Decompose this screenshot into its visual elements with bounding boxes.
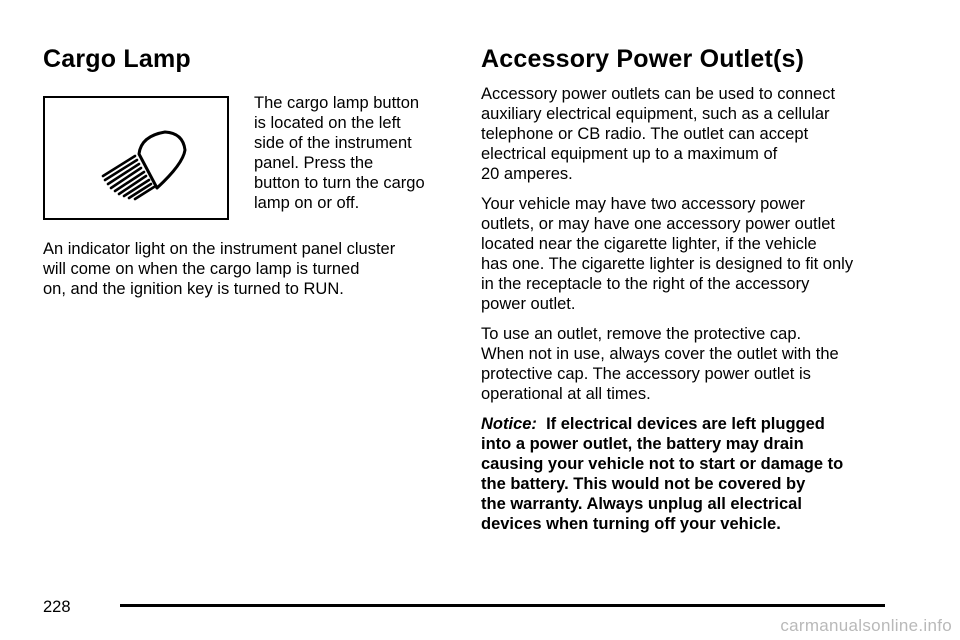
notice-paragraph (481, 414, 901, 534)
outlet-paragraph-3: To use an outlet, remove the protective cap. When not in use, always cover the outlet with the protective cap. The accessory power outlet is operational at all times. (481, 325, 839, 403)
indicator-light-description: An indicator light on the instrument panel cluster will come on when the cargo lamp is turned on, and the ignition key is turned to RUN. (43, 240, 396, 298)
notice-label: Notice: (481, 415, 537, 433)
cargo-lamp-heading: Cargo Lamp (43, 45, 191, 73)
footer-divider (120, 604, 885, 607)
outlet-paragraph-2: Your vehicle may have two accessory power outlets, or may have one accessory power outlet located near the cigarette lighter, if the vehicle has one. The cigarette lighter is designed to fit only in the receptacle to the right of the accessory power outlet. (481, 195, 854, 313)
cargo-lamp-section (43, 44, 463, 298)
notice-text: If electrical devices are left plugged into a power outlet, the battery may drain causing your vehicle not to start or damage to the battery. This would not be covered by the warranty. Always unplug all electrical devices when turning off your vehicle. (481, 415, 844, 533)
cargo-lamp-illustration (43, 96, 229, 220)
watermark-text: carmanualsonline.info (780, 616, 952, 635)
cargo-lamp-icon (45, 98, 227, 218)
accessory-power-section (481, 44, 901, 544)
outlet-paragraph-1: Accessory power outlets can be used to connect auxiliary electrical equipment, such as a cellular telephone or CB radio. The outlet can accept electrical equipment up to a maximum of 20 amperes. (481, 85, 836, 183)
accessory-power-heading: Accessory Power Outlet(s) (481, 45, 805, 73)
page-number: 228 (43, 598, 71, 616)
cargo-lamp-description: The cargo lamp button is located on the left side of the instrument panel. Press the button to turn the cargo lamp on or off. (254, 94, 425, 212)
